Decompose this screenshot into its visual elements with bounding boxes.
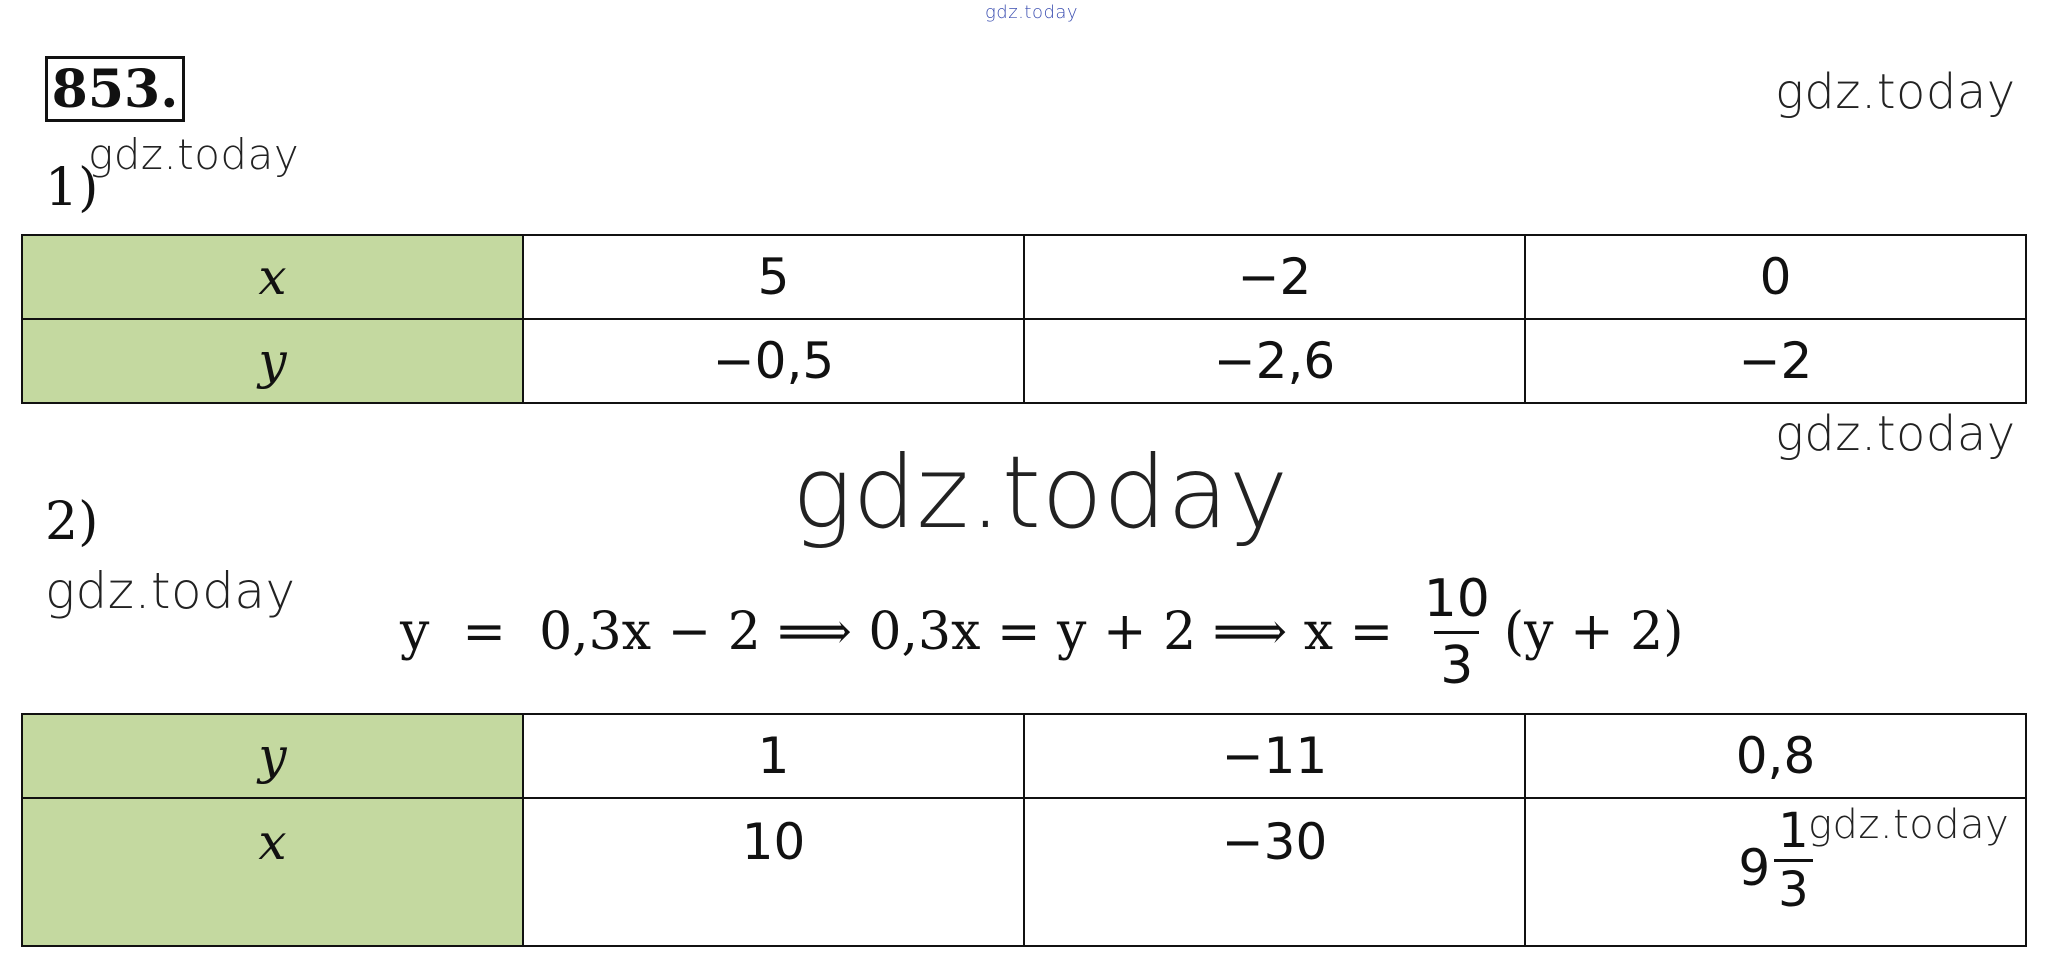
fraction-denominator: 3 <box>1774 859 1813 914</box>
table-cell: −11 <box>1024 714 1525 798</box>
equation-fraction <box>1418 568 1496 696</box>
part2-label: 2) <box>45 492 99 552</box>
fraction-denominator: 3 <box>1434 631 1479 692</box>
table-cell: −2 <box>1525 319 2026 403</box>
fraction-numerator: 10 <box>1423 568 1490 629</box>
table-cell: 0 <box>1525 235 2026 319</box>
part2-table <box>21 713 2027 947</box>
part1-table <box>21 234 2027 404</box>
row-header-y: y <box>22 319 523 403</box>
table-row <box>22 235 2026 319</box>
mixed-whole: 9 <box>1738 838 1771 897</box>
table-row <box>22 798 2026 946</box>
watermark-cell: gdz.today <box>1808 802 2010 848</box>
table-cell: 1 <box>523 714 1024 798</box>
part1-label: 1) <box>45 158 99 218</box>
table-row <box>22 714 2026 798</box>
mixed-number <box>1738 803 1812 918</box>
watermark-part2: gdz.today <box>45 562 296 620</box>
equation-tail: (y + 2) <box>1503 602 1684 662</box>
table-cell: 10 <box>523 798 1024 946</box>
table-cell: −0,5 <box>523 319 1024 403</box>
table-row <box>22 319 2026 403</box>
row-header-x: x <box>22 235 523 319</box>
table-cell: −30 <box>1024 798 1525 946</box>
fraction-numerator: 1 <box>1778 803 1809 859</box>
equation <box>400 562 1684 702</box>
table-cell: 0,8 <box>1525 714 2026 798</box>
problem-number: 853. <box>45 56 185 122</box>
watermark-mid-right: gdz.today <box>1775 406 2016 462</box>
watermark-center-large: gdz.today <box>792 434 1289 551</box>
row-header-x: x <box>22 798 523 946</box>
watermark-top: gdz.today <box>985 2 1079 23</box>
row-header-y: y <box>22 714 523 798</box>
table-cell: 5 <box>523 235 1024 319</box>
mixed-fraction <box>1774 803 1813 918</box>
watermark-part1: gdz.today <box>88 130 300 179</box>
table-cell: −2,6 <box>1024 319 1525 403</box>
table-cell: −2 <box>1024 235 1525 319</box>
equation-left: y = 0,3x − 2 ⟹ 0,3x = y + 2 ⟹ x = <box>400 602 1410 662</box>
watermark-top-right: gdz.today <box>1775 64 2016 120</box>
